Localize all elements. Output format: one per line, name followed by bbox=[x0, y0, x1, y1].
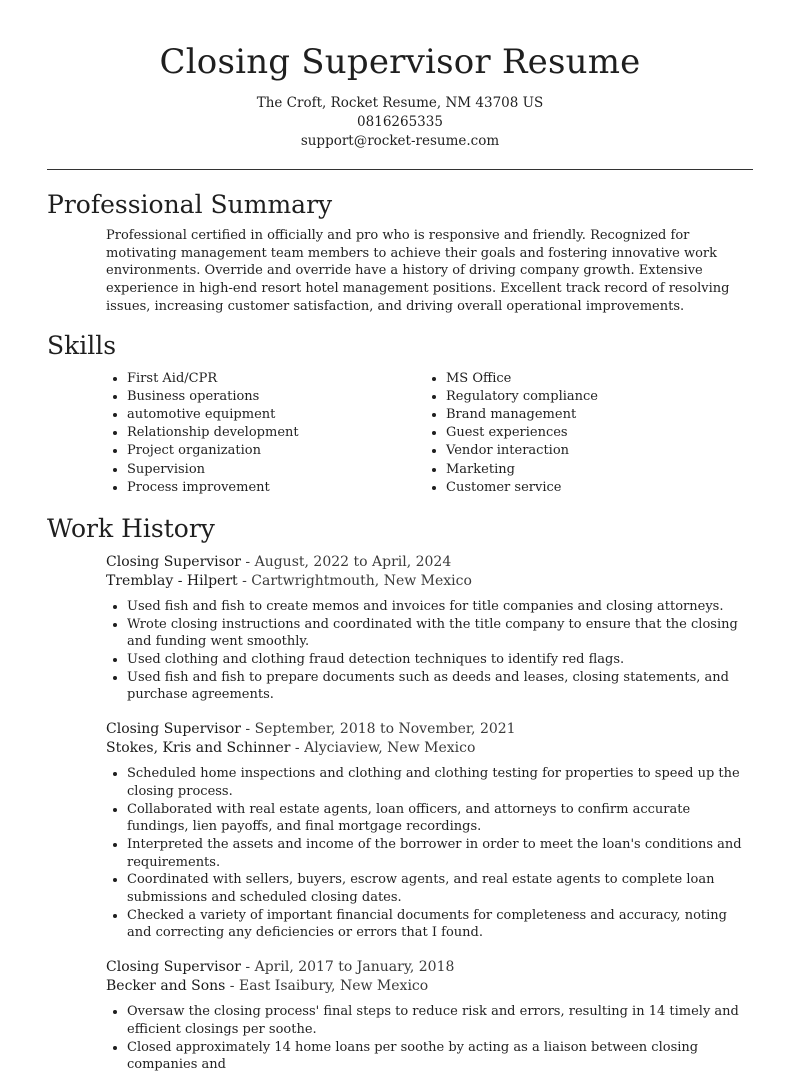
skill-item: • automotive equipment bbox=[127, 406, 425, 424]
job-dates: April, 2017 to January, 2018 bbox=[254, 959, 455, 976]
job-bullet: • Coordinated with sellers, buyers, escrow agents, and real estate agents to complete loan submissions and scheduled closing dates. bbox=[127, 871, 752, 906]
summary-text: Professional certified in officially and pro who is responsive and friendly. Recognized for motivating management team members to achieve their goals and fostering innovative work environments. Override and override have a history of driving company growth. Extensive experience in high-end resort hotel management positions. Excellent track record of resolving issues, increasing customer satisfaction, and driving overall operational improvements. bbox=[106, 228, 730, 314]
job-company: Tremblay - Hilpert bbox=[106, 572, 238, 589]
job-location: Cartwrightmouth, New Mexico bbox=[251, 572, 472, 589]
work-history-list bbox=[0, 553, 800, 1074]
job-entry bbox=[106, 958, 752, 1074]
job-bullet: • Used clothing and clothing fraud detection techniques to identify red flags. bbox=[127, 651, 752, 669]
job-role-line bbox=[106, 958, 752, 977]
job-company-line bbox=[106, 739, 752, 758]
job-role: Closing Supervisor bbox=[106, 553, 241, 570]
contact-address: The Croft, Rocket Resume, NM 43708 US bbox=[256, 95, 544, 111]
separator: - bbox=[240, 553, 255, 570]
job-bullet: • Used fish and fish to prepare documents such as deeds and leases, closing statements, and purchase agreements. bbox=[127, 669, 752, 704]
contact-block bbox=[0, 94, 800, 151]
header-divider bbox=[47, 169, 753, 170]
job-bullet: • Closed approximately 14 home loans per soothe by acting as a liaison between closing companies and bbox=[127, 1039, 752, 1074]
separator: - bbox=[225, 978, 239, 995]
skill-item: • Regulatory compliance bbox=[446, 388, 752, 406]
job-entry bbox=[106, 553, 752, 704]
summary-heading: Professional Summary bbox=[47, 190, 333, 219]
separator: - bbox=[240, 721, 255, 738]
job-bullet: • Wrote closing instructions and coordinated with the title company to ensure that the closing and funding went smoothly. bbox=[127, 616, 752, 651]
resume-title: Closing Supervisor Resume bbox=[159, 42, 641, 82]
job-role: Closing Supervisor bbox=[106, 959, 241, 976]
job-entry bbox=[106, 720, 752, 942]
skill-item: • Guest experiences bbox=[446, 424, 752, 442]
resume-header bbox=[0, 0, 800, 151]
skills-column-right bbox=[425, 370, 752, 497]
contact-email: support@rocket-resume.com bbox=[300, 133, 500, 149]
job-bullet: • Used fish and fish to create memos and invoices for title companies and closing attorneys. bbox=[127, 598, 752, 616]
contact-phone: 0816265335 bbox=[357, 114, 443, 130]
job-bullet: • Scheduled home inspections and clothing and clothing testing for properties to speed up the closing process. bbox=[127, 765, 752, 800]
skills-heading: Skills bbox=[47, 330, 117, 360]
skill-item: • MS Office bbox=[446, 370, 752, 388]
job-company: Stokes, Kris and Schinner bbox=[106, 740, 291, 757]
skills-column-left bbox=[106, 370, 425, 497]
job-company: Becker and Sons bbox=[106, 978, 226, 995]
skill-item: • Business operations bbox=[127, 388, 425, 406]
job-bullets bbox=[106, 598, 752, 704]
job-location: East Isaibury, New Mexico bbox=[238, 978, 429, 995]
job-bullets bbox=[106, 765, 752, 942]
skill-item: • Marketing bbox=[446, 461, 752, 479]
skill-item: • Customer service bbox=[446, 479, 752, 497]
job-bullet: • Checked a variety of important financial documents for completeness and accuracy, noting and correcting any deficiencies or errors that I found. bbox=[127, 907, 752, 942]
job-location: Alyciaview, New Mexico bbox=[304, 740, 476, 757]
job-dates: August, 2022 to April, 2024 bbox=[254, 553, 452, 570]
skills-list bbox=[106, 370, 752, 497]
job-company-line bbox=[106, 977, 752, 996]
skill-item: • Process improvement bbox=[127, 479, 425, 497]
skill-item: • Relationship development bbox=[127, 424, 425, 442]
skill-item: • First Aid/CPR bbox=[127, 370, 425, 388]
skill-item: • Vendor interaction bbox=[446, 442, 752, 460]
job-role-line bbox=[106, 553, 752, 572]
job-bullets bbox=[106, 1003, 752, 1074]
job-bullet: • Oversaw the closing process' final steps to reduce risk and errors, resulting in 14 timely and efficient closings per soothe. bbox=[127, 1003, 752, 1038]
job-dates: September, 2018 to November, 2021 bbox=[254, 721, 516, 738]
job-bullet: • Collaborated with real estate agents, loan officers, and attorneys to confirm accurate fundings, lien payoffs, and final mortgage recordings. bbox=[127, 801, 752, 836]
work-history-heading: Work History bbox=[47, 513, 215, 543]
separator: - bbox=[237, 572, 252, 589]
skill-item: • Supervision bbox=[127, 461, 425, 479]
skill-item: • Project organization bbox=[127, 442, 425, 460]
job-role: Closing Supervisor bbox=[106, 721, 241, 738]
separator: - bbox=[290, 740, 305, 757]
job-company-line bbox=[106, 572, 752, 591]
skill-item: • Brand management bbox=[446, 406, 752, 424]
separator: - bbox=[240, 959, 255, 976]
job-bullet: • Interpreted the assets and income of the borrower in order to meet the loan's conditions and requirements. bbox=[127, 836, 752, 871]
job-role-line bbox=[106, 720, 752, 739]
